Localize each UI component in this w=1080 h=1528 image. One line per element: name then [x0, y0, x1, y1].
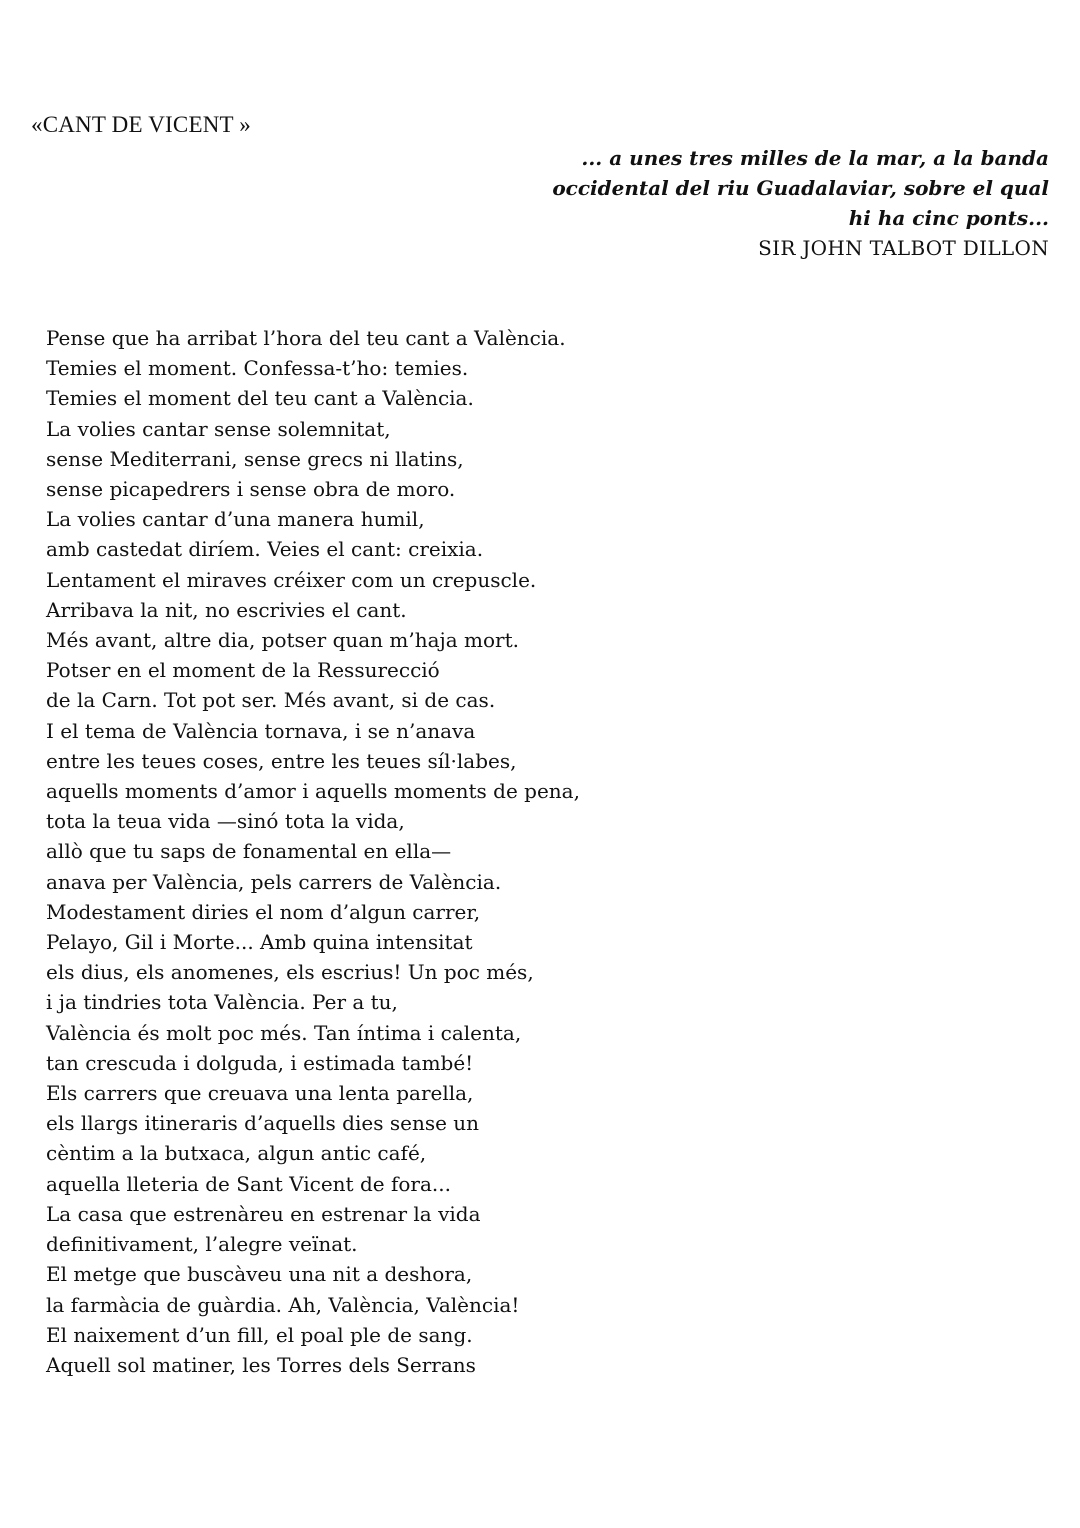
poem-line: aquella lleteria de Sant Vicent de fora...	[46, 1171, 451, 1196]
poem-line: sense picapedrers i sense obra de moro.	[46, 477, 456, 502]
poem-line: El metge que buscàveu una nit a deshora,	[46, 1262, 473, 1287]
poem-line: entre les teues coses, entre les teues síl·labes,	[46, 748, 517, 773]
poem-line: sense Mediterrani, sense grecs ni llatins,	[46, 446, 464, 471]
poem-line: Potser en el moment de la Ressurecció	[46, 658, 440, 683]
poem-line: Aquell sol matiner, les Torres dels Serrans	[46, 1352, 476, 1377]
poem-line: de la Carn. Tot pot ser. Més avant, si de cas.	[46, 688, 496, 713]
poem-line: amb castedat diríem. Veies el cant: creixia.	[46, 537, 484, 562]
poem-line: els llargs itineraris d’aquells dies sense un	[46, 1111, 480, 1136]
poem-title: «CANT DE VICENT »	[31, 112, 251, 137]
poem-line: cèntim a la butxaca, algun antic café,	[46, 1141, 427, 1166]
epigraph-author: SIR JOHN TALBOT DILLON	[758, 236, 1049, 260]
poem-line: Modestament diries el nom d’algun carrer,	[46, 899, 481, 924]
poem-line: La volies cantar sense solemnitat,	[46, 416, 391, 441]
poem-line: Els carrers que creuava una lenta parella,	[46, 1081, 474, 1106]
poem-line: El naixement d’un fill, el poal ple de sang.	[46, 1322, 473, 1347]
poem-line: Arribava la nit, no escrivies el cant.	[46, 597, 407, 622]
poem-line: definitivament, l’alegre veïnat.	[46, 1232, 358, 1257]
poem-line: Lentament el miraves créixer com un crepuscle.	[46, 567, 537, 592]
poem-line: La volies cantar d’una manera humil,	[46, 507, 425, 532]
poem-line: tota la teua vida —sinó tota la vida,	[46, 809, 405, 834]
poem-line: aquells moments d’amor i aquells moments de pena,	[46, 779, 580, 804]
poem-line: els dius, els anomenes, els escrius! Un poc més,	[46, 960, 534, 985]
poem-line: Temies el moment del teu cant a València.	[46, 386, 474, 411]
poem-body	[46, 323, 580, 1380]
epigraph	[429, 143, 1049, 263]
poem-line: anava per València, pels carrers de València.	[46, 869, 502, 894]
poem-line: Pense que ha arribat l’hora del teu cant a València.	[46, 326, 566, 350]
epigraph-line: ... a unes tres milles de la mar, a la banda	[581, 146, 1049, 170]
poem-line: I el tema de València tornava, i se n’anava	[46, 718, 476, 743]
poem-line: la farmàcia de guàrdia. Ah, València, València!	[46, 1292, 520, 1317]
poem-line: allò que tu saps de fonamental en ella—	[46, 839, 452, 864]
poem-line: i ja tindries tota València. Per a tu,	[46, 990, 398, 1015]
epigraph-line: occidental del riu Guadalaviar, sobre el qual	[552, 176, 1049, 200]
poem-line: Més avant, altre dia, potser quan m’haja mort.	[46, 628, 519, 653]
poem-line: Pelayo, Gil i Morte... Amb quina intensitat	[46, 930, 473, 955]
epigraph-line: hi ha cinc ponts...	[848, 206, 1049, 230]
poem-line: tan crescuda i dolguda, i estimada també!	[46, 1050, 474, 1075]
poem-line: Temies el moment. Confessa-t’ho: temies.	[46, 356, 469, 381]
poem-line: València és molt poc més. Tan íntima i calenta,	[46, 1020, 522, 1045]
poem-line: La casa que estrenàreu en estrenar la vida	[46, 1201, 481, 1226]
